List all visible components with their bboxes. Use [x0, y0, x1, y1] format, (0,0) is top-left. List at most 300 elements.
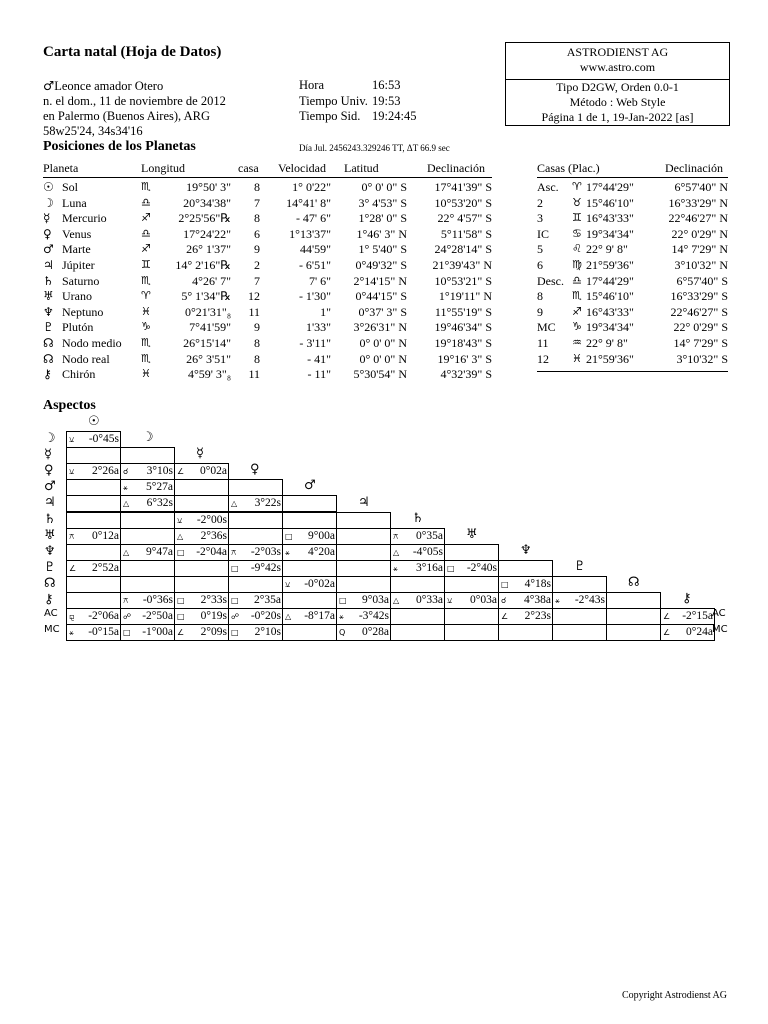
houses-header-rule	[537, 177, 728, 178]
aspect-orb: 2°09s	[200, 626, 227, 639]
planet-declination: 19°46'34" S	[434, 320, 492, 335]
planet-longitude: 20°34'38"	[183, 195, 231, 210]
aspect-orb: 0°33a	[416, 594, 443, 606]
house-longitude: 17°44'29"	[586, 180, 634, 194]
aspect-cell	[336, 528, 391, 545]
planet-house: 8	[254, 351, 260, 366]
planet-speed: - 41"	[307, 351, 331, 366]
planet-name: Venus	[62, 226, 92, 241]
aspect-cell	[228, 495, 283, 512]
planet-declination: 19°16' 3" S	[437, 351, 492, 366]
sign-icon: ♐	[141, 211, 151, 225]
planet-house: 11	[248, 304, 260, 319]
planet-speed: - 11"	[307, 367, 331, 382]
aspect-cell	[282, 495, 337, 512]
tipo-line: Tipo D2GW, Orden 0.0-1	[556, 80, 679, 94]
copyright: Copyright Astrodienst AG	[622, 990, 728, 1001]
planet-longitude: 26° 3'51"	[186, 351, 231, 366]
aspect-orb: -0°36s	[142, 594, 173, 606]
aspect-type-icon: ☍	[231, 612, 240, 622]
aspect-cell	[174, 560, 229, 577]
sign-icon: ♏	[141, 336, 151, 349]
aspect-orb: 5°27a	[146, 481, 173, 494]
planet-house: 11	[248, 367, 260, 382]
planet-latitude: 0°44'15" S	[355, 289, 407, 304]
planet-longitude: 19°50' 3"	[186, 180, 231, 194]
row-planet-icon: ♃	[44, 495, 56, 511]
aspect-cell	[174, 463, 229, 480]
aspect-type-icon: ⚹	[69, 628, 74, 638]
col-planet-icon: ♅	[466, 526, 478, 542]
aspect-cell	[174, 576, 229, 593]
planet-symbol-icon: ♀	[43, 226, 52, 241]
planet-latitude: 0° 0' 0" N	[359, 336, 407, 350]
aspect-cell	[66, 560, 121, 577]
row-angle-label-right: AC	[712, 608, 726, 620]
aspect-cell	[66, 592, 121, 609]
planet-name: Júpiter	[62, 258, 95, 272]
planet-name: Sol	[62, 180, 79, 194]
aspect-orb: 2°26a	[92, 465, 119, 478]
aspect-cell	[552, 592, 607, 609]
aspect-cell	[174, 608, 229, 625]
aspect-type-icon: □	[123, 628, 131, 638]
planet-speed: 1°13'37"	[289, 226, 331, 241]
page-title: Carta natal (Hoja de Datos)	[43, 44, 222, 60]
sign-icon: ♑	[141, 320, 151, 334]
aspect-orb: 0°28a	[362, 626, 389, 639]
aspect-type-icon: □	[231, 563, 239, 573]
aspect-orb: -2°06a	[88, 610, 119, 623]
aspect-orb: -2°50a	[142, 610, 173, 623]
aspect-type-icon: △	[177, 531, 184, 541]
aspect-type-icon: ⚹	[285, 547, 290, 557]
aspect-orb: 0°19s	[200, 610, 227, 623]
aspect-type-icon: ⚹	[339, 612, 344, 622]
planet-symbol-icon: ♃	[43, 258, 54, 272]
aspect-cell	[660, 608, 715, 625]
planet-declination: 10°53'21" S	[434, 273, 492, 288]
row-angle-label-right: MC	[712, 624, 728, 636]
house-declination: 22°46'27" N	[668, 211, 728, 226]
aspect-orb: 0°03a	[470, 594, 497, 606]
aspect-cell	[282, 544, 337, 561]
house-label: 2	[537, 195, 543, 210]
hora-label: Hora	[299, 78, 324, 92]
aspect-cell	[120, 576, 175, 593]
planet-name: Chirón	[62, 367, 96, 382]
houses-footer-rule	[537, 371, 728, 372]
aspect-cell	[66, 624, 121, 641]
aspect-cell	[66, 431, 121, 448]
planet-longitude: 4°59' 3"₈	[187, 367, 231, 382]
sign-icon: ♉	[572, 195, 582, 209]
aspect-cell	[390, 624, 445, 641]
planet-house: 8	[254, 211, 260, 226]
col-planet-icon: ♃	[358, 494, 370, 510]
row-planet-icon: ♂	[44, 479, 56, 495]
sign-icon: ♈	[141, 289, 151, 303]
aspect-cell	[174, 592, 229, 609]
aspect-type-icon: ⚹	[393, 563, 398, 573]
planet-longitude: 7°41'59"	[189, 320, 231, 335]
aspect-cell	[336, 576, 391, 593]
planet-house: 9	[254, 320, 260, 335]
aspect-cell	[228, 528, 283, 545]
row-planet-icon: MC	[44, 624, 60, 636]
aspect-orb: -0°15a	[88, 626, 119, 639]
aspect-type-icon: ∠	[663, 628, 671, 638]
planet-name: Marte	[62, 242, 91, 257]
aspect-type-icon: □	[501, 579, 509, 589]
planet-declination: 17°41'39" S	[434, 180, 492, 194]
sign-icon: ♍	[572, 258, 582, 271]
julian-day: Día Jul. 2456243.329246 TT, ΔT 66.9 sec	[299, 143, 450, 153]
sign-icon: ♓	[141, 367, 151, 381]
house-longitude: 17°44'29"	[586, 273, 634, 288]
aspect-cell	[282, 608, 337, 625]
aspect-cell	[282, 512, 337, 529]
planet-declination: 4°32'39" S	[440, 367, 492, 382]
planet-speed: 1"	[320, 304, 331, 319]
planet-latitude: 3°26'31" N	[353, 320, 407, 335]
aspect-orb: 2°36s	[200, 529, 227, 542]
aspect-orb: 9°00a	[308, 529, 335, 542]
aspect-type-icon: ⚺	[69, 467, 75, 477]
house-declination: 16°33'29" S	[670, 289, 728, 304]
planet-house: 2	[254, 258, 260, 272]
tiempo-sid-value: 19:24:45	[372, 109, 417, 123]
hora-value: 16:53	[372, 78, 401, 92]
aspect-orb: 6°32s	[146, 497, 173, 510]
planet-speed: - 6'51"	[298, 258, 331, 272]
house-declination: 22°46'27" S	[670, 304, 728, 319]
aspect-cell	[606, 624, 661, 641]
aspect-type-icon: □	[231, 628, 239, 638]
aspect-type-icon: ☌	[123, 467, 129, 477]
aspect-cell	[552, 624, 607, 641]
house-label: 8	[537, 289, 543, 304]
aspect-type-icon: ⚺	[285, 579, 291, 589]
aspect-cell	[228, 576, 283, 593]
aspect-cell	[498, 608, 553, 625]
planet-declination: 19°18'43" S	[434, 336, 492, 350]
aspect-type-icon: ⚼	[69, 612, 75, 622]
planet-latitude: 0°37' 3" S	[358, 304, 407, 319]
aspect-orb: -0°20s	[250, 610, 281, 623]
aspect-type-icon: ☍	[123, 612, 132, 622]
aspect-cell	[174, 495, 229, 512]
aspect-type-icon: △	[231, 499, 238, 509]
aspect-orb: 4°20a	[308, 545, 335, 558]
aspect-cell	[444, 544, 499, 561]
row-planet-icon: ♄	[44, 511, 56, 527]
aspect-cell	[660, 624, 715, 641]
aspect-cell	[498, 624, 553, 641]
aspect-orb: -2°15a	[682, 610, 713, 623]
aspect-type-icon: □	[177, 596, 185, 605]
house-declination: 14° 7'29" N	[671, 242, 728, 257]
house-longitude: 22° 9' 8"	[586, 336, 628, 350]
aspect-orb: -4°05s	[412, 545, 443, 558]
planet-symbol-icon: ♄	[43, 273, 54, 288]
sign-icon: ♌	[572, 242, 582, 256]
aspect-cell	[66, 528, 121, 545]
row-planet-icon: ♆	[44, 543, 56, 559]
planet-declination: 1°19'11" N	[438, 289, 492, 304]
col-header-casa: casa	[238, 161, 259, 175]
house-longitude: 15°46'10"	[586, 289, 634, 304]
planet-house: 6	[254, 226, 260, 241]
col-header-velocidad: Velocidad	[278, 161, 326, 175]
aspect-cell	[174, 528, 229, 545]
row-planet-icon: ☊	[44, 575, 56, 591]
company-name: ASTRODIENST AG	[566, 45, 669, 59]
aspect-cell	[66, 512, 121, 529]
aspect-orb: -2°00s	[196, 513, 227, 526]
aspect-cell	[66, 576, 121, 593]
aspect-cell	[120, 624, 175, 641]
aspect-cell	[606, 608, 661, 625]
aspect-cell	[66, 479, 121, 496]
house-label: 12	[537, 351, 549, 366]
aspect-cell	[390, 608, 445, 625]
sign-icon: ♓	[572, 351, 582, 365]
aspect-type-icon: ⚺	[447, 596, 453, 605]
aspect-cell	[174, 624, 229, 641]
sign-icon: ♎	[141, 195, 151, 209]
person-name: ♂Leonce amador Otero	[43, 78, 164, 93]
aspect-cell	[66, 463, 121, 480]
aspect-orb: 2°10s	[254, 626, 281, 639]
aspect-cell	[282, 560, 337, 577]
house-label: IC	[537, 226, 549, 241]
sign-icon: ♋	[572, 226, 582, 240]
aspect-type-icon: ∠	[663, 612, 671, 622]
aspect-cell	[498, 592, 553, 609]
birth-place: en Palermo (Buenos Aires), ARG	[43, 109, 210, 123]
sign-icon: ♎	[141, 226, 151, 240]
company-url: www.astro.com	[579, 60, 656, 74]
aspect-cell	[498, 576, 553, 593]
aspect-cell	[336, 608, 391, 625]
planets-section-title: Posiciones de los Planetas	[43, 139, 196, 154]
sign-icon: ♊	[572, 211, 582, 225]
aspect-type-icon: ⚻	[393, 531, 399, 541]
aspect-type-icon: □	[177, 547, 185, 557]
planet-declination: 11°55'19" S	[434, 304, 492, 319]
planet-symbol-icon: ☉	[43, 180, 54, 194]
planet-symbol-icon: ♇	[43, 320, 54, 335]
aspect-orb: 4°38a	[524, 594, 551, 606]
house-label: 11	[537, 336, 549, 350]
sign-icon: ♑	[572, 320, 582, 334]
aspect-cell	[282, 592, 337, 609]
aspect-cell	[444, 576, 499, 593]
col-planet-icon: ⚷	[682, 591, 692, 607]
planet-name: Neptuno	[62, 304, 104, 319]
sign-icon: ♏	[141, 180, 151, 193]
aspect-orb: 2°23s	[524, 610, 551, 623]
row-planet-icon: ☿	[44, 447, 52, 463]
aspect-type-icon: □	[339, 596, 347, 605]
planet-longitude: 26° 1'37"	[186, 242, 231, 257]
col-planet-icon: ♆	[520, 542, 532, 558]
house-label: Asc.	[537, 180, 559, 194]
aspect-orb: -2°40s	[466, 561, 497, 574]
aspect-orb: 0°12a	[92, 529, 119, 542]
tiempo-univ-label: Tiempo Univ.	[299, 94, 368, 108]
planet-speed: - 3'11"	[299, 336, 331, 350]
aspect-type-icon: △	[285, 612, 292, 622]
aspect-cell	[336, 560, 391, 577]
planet-speed: 1° 0'22"	[292, 180, 331, 194]
planet-name: Nodo real	[62, 351, 110, 366]
col-planet-icon: ♇	[574, 558, 586, 574]
aspect-type-icon: Q	[339, 628, 346, 638]
aspect-cell	[120, 608, 175, 625]
planet-speed: 1'33"	[305, 320, 331, 335]
aspects-title: Aspectos	[43, 398, 96, 413]
planet-house: 9	[254, 242, 260, 257]
col-header-longitud: Longitud	[141, 161, 185, 175]
planet-name: Saturno	[62, 273, 100, 288]
house-declination: 14° 7'29" S	[673, 336, 728, 350]
aspect-cell	[390, 592, 445, 609]
aspect-orb: 3°16a	[416, 561, 443, 574]
house-label: 5	[537, 242, 543, 257]
aspect-type-icon: ⚺	[177, 515, 183, 525]
house-longitude: 21°59'36"	[586, 258, 634, 272]
aspect-orb: 3°22s	[254, 497, 281, 510]
house-declination: 16°33'29" N	[668, 195, 728, 210]
aspect-cell	[390, 560, 445, 577]
planet-house: 12	[248, 289, 260, 304]
aspect-type-icon: ⚹	[555, 596, 560, 605]
row-planet-icon: ♀	[44, 463, 54, 479]
aspect-cell	[66, 495, 121, 512]
birth-date: n. el dom., 11 de noviembre de 2012	[43, 94, 226, 108]
aspect-cell	[120, 447, 175, 464]
planets-header-rule	[43, 177, 492, 178]
aspect-orb: 2°52a	[92, 561, 119, 574]
planet-latitude: 3° 4'53" S	[358, 195, 407, 210]
aspect-cell	[66, 608, 121, 625]
row-planet-icon: ♅	[44, 527, 56, 543]
house-label: 3	[537, 211, 543, 226]
house-longitude: 16°43'33"	[586, 304, 634, 319]
aspect-cell	[336, 544, 391, 561]
house-declination: 22° 0'29" S	[673, 320, 728, 335]
sign-icon: ♏	[572, 289, 582, 303]
aspect-cell	[552, 608, 607, 625]
aspect-cell	[120, 495, 175, 512]
planet-latitude: 1° 5'40" S	[358, 242, 407, 257]
planet-symbol-icon: ♆	[43, 304, 54, 319]
aspect-orb: -2°04a	[196, 545, 227, 558]
aspect-orb: -2°03s	[250, 545, 281, 558]
sign-icon: ♒	[572, 336, 582, 349]
aspect-type-icon: △	[123, 499, 130, 509]
aspect-cell	[390, 528, 445, 545]
aspect-cell	[174, 479, 229, 496]
male-icon: ♂	[43, 78, 55, 93]
sign-icon: ♓	[141, 304, 151, 318]
col-header-house-declinacion: Declinación	[665, 161, 723, 175]
aspect-orb: 3°10s	[146, 465, 173, 478]
aspect-orb: 4°18s	[524, 577, 551, 590]
sign-icon: ♏	[141, 273, 151, 287]
aspect-cell	[120, 528, 175, 545]
aspect-type-icon: □	[177, 612, 185, 622]
col-planet-icon: ♄	[412, 510, 424, 526]
aspect-cell	[228, 624, 283, 641]
planet-latitude: 2°14'15" N	[353, 273, 407, 288]
col-header-casas: Casas (Plac.)	[537, 161, 600, 175]
aspect-cell	[444, 560, 499, 577]
planet-longitude: 2°25'56"℞	[178, 211, 231, 226]
aspect-cell	[336, 624, 391, 641]
house-longitude: 19°34'34"	[586, 320, 634, 335]
aspect-type-icon: ∠	[501, 612, 509, 622]
aspect-cell	[228, 608, 283, 625]
house-longitude: 22° 9' 8"	[586, 242, 628, 257]
house-longitude: 21°59'36"	[586, 351, 634, 366]
sign-icon: ♎	[572, 273, 582, 287]
aspect-cell	[228, 544, 283, 561]
house-label: Desc.	[537, 273, 564, 288]
aspect-cell	[282, 624, 337, 641]
aspect-type-icon: △	[123, 547, 130, 557]
house-declination: 3°10'32" N	[674, 258, 728, 272]
aspect-orb: -0°45s	[88, 433, 119, 445]
aspect-type-icon: ∠	[69, 563, 77, 573]
planet-longitude: 14° 2'16"℞	[175, 258, 231, 272]
tiempo-univ-value: 19:53	[372, 94, 401, 108]
aspect-orb: -3°42s	[358, 610, 389, 623]
house-label: MC	[537, 320, 556, 335]
planet-longitude: 17°24'22"	[183, 226, 231, 241]
aspect-cell	[336, 592, 391, 609]
sign-icon: ♐	[572, 304, 582, 318]
planet-declination: 5°11'58" S	[440, 226, 492, 241]
aspect-orb: 9°47a	[146, 545, 173, 558]
planet-symbol-icon: ☊	[43, 336, 54, 350]
aspect-type-icon: ☌	[501, 596, 507, 605]
info-box	[505, 42, 730, 126]
aspect-orb: -9°42s	[250, 561, 281, 574]
aspect-type-icon: ⚻	[123, 596, 129, 605]
planet-house: 8	[254, 180, 260, 194]
aspect-cell	[174, 512, 229, 529]
planet-speed: - 1'30"	[298, 289, 331, 304]
metodo-line: Método : Web Style	[569, 95, 666, 109]
house-longitude: 16°43'33"	[586, 211, 634, 226]
aspect-type-icon: △	[393, 596, 400, 605]
aspect-cell	[120, 479, 175, 496]
aspect-orb: -1°00a	[142, 626, 173, 639]
aspect-cell	[390, 576, 445, 593]
coordinates: 58w25'24, 34s34'16	[43, 124, 143, 138]
house-declination: 3°10'32" S	[676, 351, 728, 366]
aspect-orb: 0°02a	[200, 465, 227, 478]
aspect-cell	[228, 479, 283, 496]
planet-house: 7	[254, 195, 260, 210]
planet-symbol-icon: ☊	[43, 351, 54, 366]
house-label: 9	[537, 304, 543, 319]
planet-symbol-icon: ♂	[43, 242, 54, 257]
aspect-cell	[120, 463, 175, 480]
